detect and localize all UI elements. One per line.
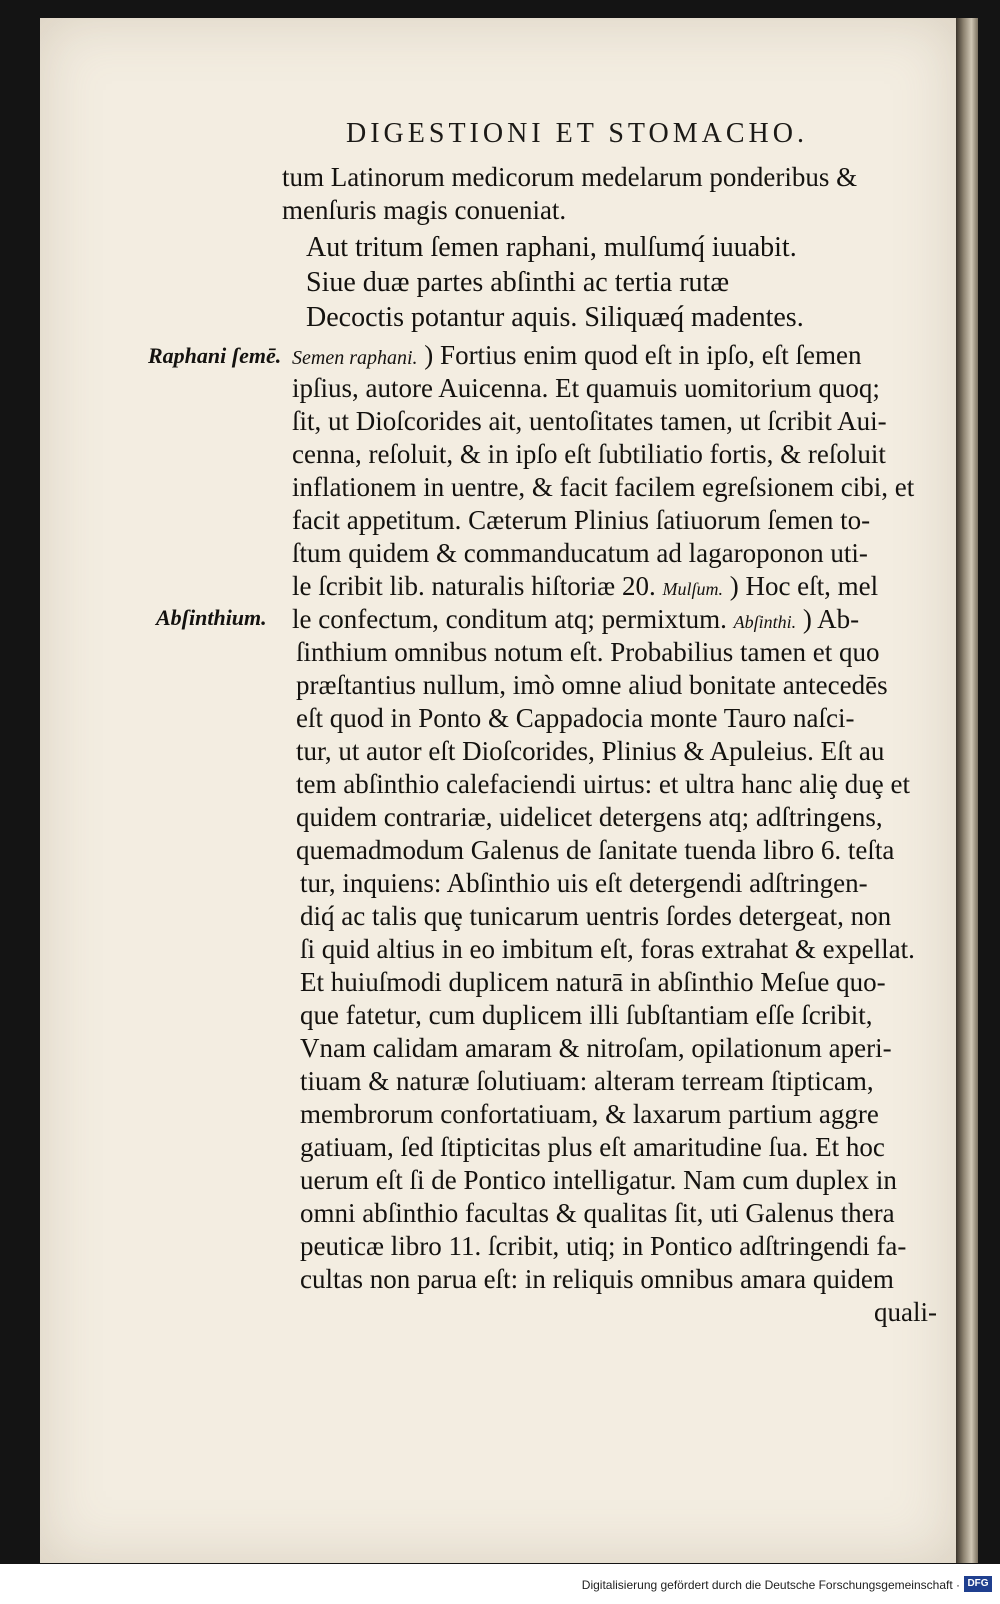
text-line: tur, inquiens: Abſinthio uis eſt detergendi adſtringen- (300, 868, 868, 898)
text-line: menſuris magis conueniat. (282, 195, 567, 225)
close-paren: ) (729, 571, 739, 601)
text-line: quidem contrariæ, uidelicet detergens atq; adſtringens, (296, 802, 883, 832)
catchword: quali- (874, 1297, 937, 1327)
text-line: Et huiuſmodi duplicem naturā in abſinthio Meſue quo- (300, 967, 886, 997)
text-line (292, 602, 859, 639)
lemma: Mulſum. (662, 579, 723, 599)
close-paren: ) (802, 604, 812, 634)
text-line: membrorum confortatiuam, & laxarum partium aggre (300, 1099, 879, 1129)
text-line: omni abſinthio facultas & qualitas ſit, uti Galenus thera (300, 1198, 895, 1228)
footer-credit: Digitalisierung gefördert durch die Deutsche Forschungsgemeinschaft · (581, 1578, 960, 1592)
text-line: diq́ ac talis quȩ tunicarum uentris ſordes detergeat, non (300, 901, 892, 931)
text-line: ſtum quidem & commanducatum ad lagaroponon uti- (292, 538, 868, 568)
text-segment: Ab- (817, 604, 860, 634)
text-line: præſtantius nullum, imò omne aliud bonitate antecedēs (296, 670, 888, 700)
verse-line: Siue duæ partes abſinthi ac tertia rutæ (306, 267, 730, 298)
verse-line: Decoctis potantur aquis. Siliquæq́ madentes. (306, 302, 804, 333)
text-line: inflationem in uentre, & facit facilem egreſsionem cibi, et (292, 472, 915, 502)
margin-note: Raphani ſemē. (148, 343, 282, 368)
page-edge (956, 18, 978, 1563)
text-line: uerum eſt ſi de Pontico intelligatur. Nam cum duplex in (300, 1165, 897, 1195)
text-line: tem abſinthio calefaciendi uirtus: et ultra hanc aliȩ duȩ et (296, 769, 910, 799)
text-line: ſinthium omnibus notum eſt. Probabilius tamen et quo (296, 637, 880, 667)
text-segment: Hoc eſt, mel (745, 571, 879, 601)
text-line: eſt quod in Ponto & Cappadocia monte Tauro naſci- (296, 703, 855, 733)
text-line: tiuam & naturæ ſolutiuam: alteram terream ſtipticam, (300, 1066, 874, 1096)
text-line: quemadmodum Galenus de ſanitate tuenda libro 6. teſta (296, 835, 895, 865)
text-line: tur, ut autor eſt Dioſcorides, Plinius & Apuleius. Eſt au (296, 736, 885, 766)
lemma: Semen raphani. (292, 347, 418, 369)
text-line: cultas non parua eſt: in reliquis omnibus amara quidem (300, 1264, 894, 1294)
dfg-logo: DFG (964, 1576, 992, 1592)
footer-bar (0, 1564, 1000, 1604)
text-line: gatiuam, ſed ſtipticitas plus eſt amaritudine ſua. Et hoc (300, 1132, 885, 1162)
text-line (292, 338, 862, 375)
margin-note: Abſinthium. (156, 605, 267, 630)
text-line: ſit, ut Dioſcorides ait, uentoſitates tamen, ut ſcribit Aui- (292, 406, 887, 436)
lemma: Abſinthi. (733, 612, 797, 632)
text-segment: Fortius enim quod eſt in ipſo, eſt ſemen (440, 340, 862, 370)
text-line: ſi quid altius in eo imbitum eſt, foras extrahat & expellat. (300, 934, 915, 964)
close-paren: ) (424, 340, 434, 370)
text-line: Vnam calidam amaram & nitroſam, opilationum aperi- (300, 1033, 892, 1063)
text-line: tum Latinorum medicorum medelarum ponderibus & (282, 162, 858, 192)
text-segment: le confectum, conditum atq; permixtum. (292, 604, 727, 634)
text-line: ipſius, autore Auicenna. Et quamuis uomitorium quoq; (292, 373, 880, 403)
text-segment: le ſcribit lib. naturalis hiſtoriæ 20. (292, 571, 656, 601)
text-line: peuticæ libro 11. ſcribit, utiq; in Pontico adſtringendi fa- (300, 1231, 907, 1261)
text-line: que fatetur, cum duplicem illi ſubſtantiam eſſe ſcribit, (300, 1000, 873, 1030)
text-line: cenna, reſoluit, & in ipſo eſt ſubtiliatio fortis, & reſoluit (292, 439, 886, 469)
text-line (292, 569, 878, 606)
running-head: DIGESTIONI ET STOMACHO. (346, 118, 808, 149)
text-line: facit appetitum. Cæterum Plinius ſatiuorum ſemen to- (292, 505, 871, 535)
verse-line: Aut tritum ſemen raphani, mulſumq́ iuuabit. (306, 232, 797, 263)
